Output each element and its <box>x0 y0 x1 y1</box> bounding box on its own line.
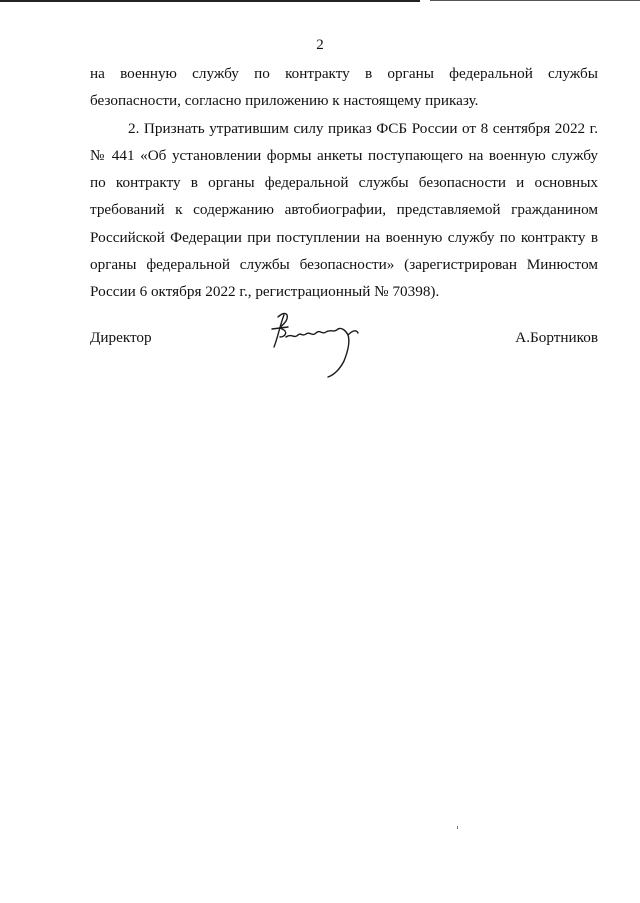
handwritten-signature-icon <box>268 307 368 387</box>
document-body <box>90 60 598 306</box>
scan-edge-line-right <box>430 0 640 1</box>
signature-block <box>90 329 598 389</box>
scan-speck <box>457 826 458 829</box>
signatory-name: А.Бортников <box>515 329 598 346</box>
signatory-title: Директор <box>90 329 152 346</box>
paragraph-continuation: на военную службу по контракту в органы федеральной службы безопасности, согласно приложению к настоящему приказу. <box>90 65 598 110</box>
scan-edge-line <box>0 0 420 2</box>
paragraph-item-2: 2. Признать утратившим силу приказ ФСБ России от 8 сентября 2022 г. № 441 «Об установлении формы анкеты поступающего на военную службу по контракту в органы федеральной службы безопасности и основных требований к содержанию автобиографии, представляемой гражданином Российской Федерации при поступлении на военную службу по контракту в органы федеральной службы безопасности» (зарегистрирован Минюстом России 6 октября 2022 г., регистрационный № 70398). <box>90 119 598 301</box>
page-number: 2 <box>316 37 324 53</box>
